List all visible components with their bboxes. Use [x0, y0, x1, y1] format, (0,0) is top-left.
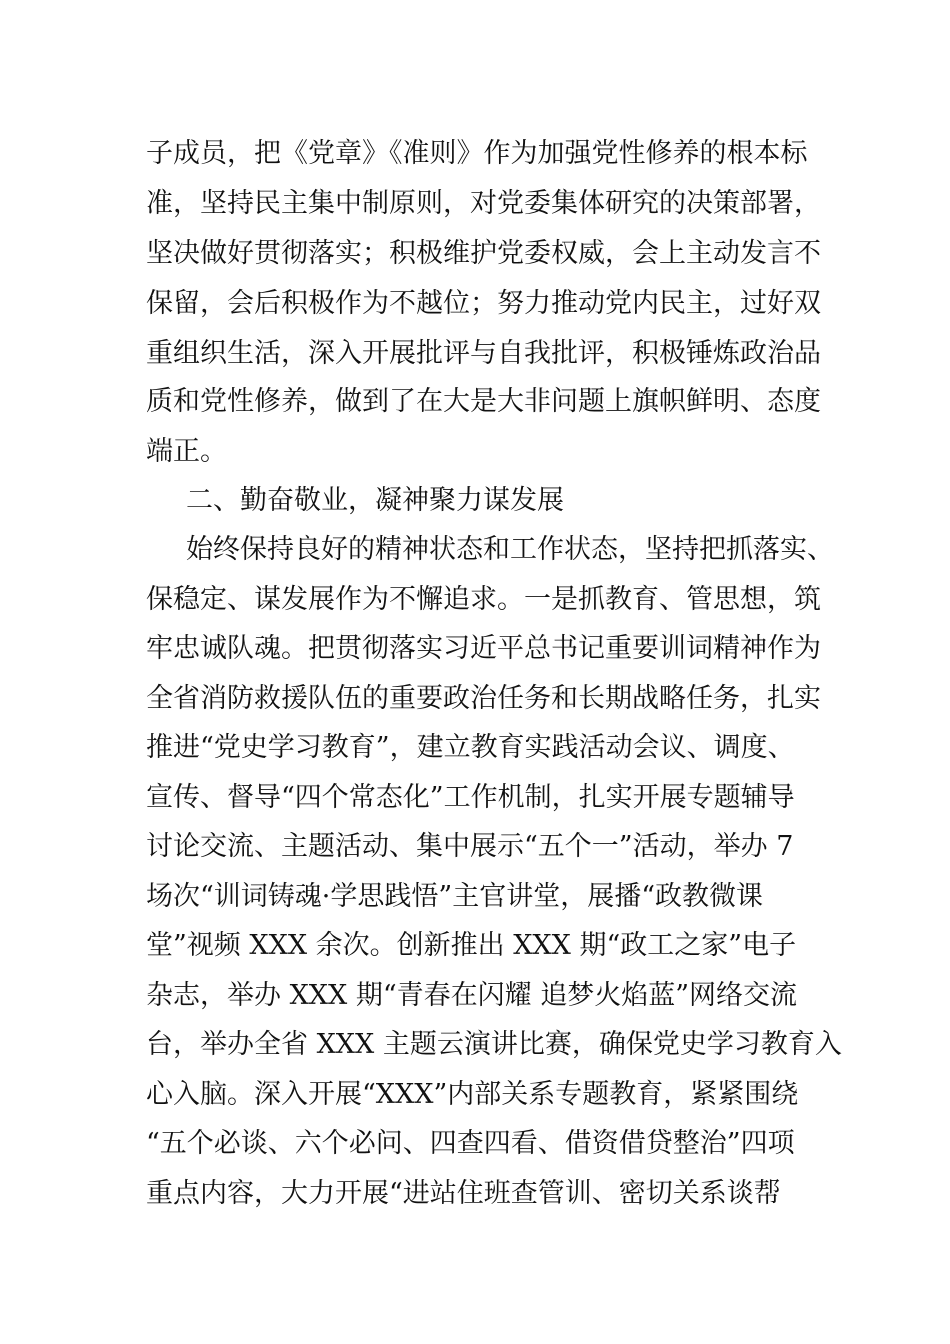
paragraph-line: 坚决做好贯彻落实；积极维护党委权威，会上主动发言不	[146, 238, 821, 269]
paragraph-line: 场次“训词铸魂·学思践悟”主官讲堂，展播“政教微课	[146, 881, 763, 912]
paragraph-line: 始终保持良好的精神状态和工作状态，坚持把抓落实、	[186, 534, 834, 565]
paragraph-line: 准，坚持民主集中制原则，对党委集体研究的决策部署，	[146, 188, 821, 219]
paragraph-line: 台，举办全省 XXX 主题云演讲比赛，确保党史学习教育入	[146, 1029, 842, 1060]
paragraph-line: “五个必谈、六个必问、四查四看、借资借贷整治”四项	[146, 1128, 795, 1159]
paragraph-line: 子成员，把《党章》《准则》作为加强党性修养的根本标	[146, 138, 808, 169]
paragraph-line: 质和党性修养，做到了在大是大非问题上旗帜鲜明、态度	[146, 386, 821, 417]
paragraph-line: 全省消防救援队伍的重要政治任务和长期战略任务，扎实	[146, 683, 821, 714]
paragraph-line: 宣传、督导“四个常态化”工作机制，扎实开展专题辅导	[146, 782, 795, 813]
paragraph-line: 端正。	[146, 436, 227, 467]
paragraph-line: 保留，会后积极作为不越位；努力推动党内民主，过好双	[146, 288, 821, 319]
paragraph-line: 重点内容，大力开展“进站住班查管训、密切关系谈帮	[146, 1178, 781, 1209]
paragraph-line: 牢忠诚队魂。把贯彻落实习近平总书记重要训词精神作为	[146, 633, 821, 664]
paragraph-line: 杂志，举办 XXX 期“青春在闪耀 追梦火焰蓝”网络交流	[146, 980, 798, 1011]
paragraph-line: 心入脑。深入开展“XXX”内部关系专题教育，紧紧围绕	[146, 1079, 799, 1110]
section-heading: 二、勤奋敬业，凝神聚力谋发展	[186, 485, 564, 516]
paragraph-line: 保稳定、谋发展作为不懈追求。一是抓教育、管思想，筑	[146, 584, 821, 615]
paragraph-line: 重组织生活，深入开展批评与自我批评，积极锤炼政治品	[146, 338, 821, 369]
paragraph-line: 推进“党史学习教育”，建立教育实践活动会议、调度、	[146, 732, 795, 763]
paragraph-line: 堂”视频 XXX 余次。创新推出 XXX 期“政工之家”电子	[146, 930, 797, 961]
paragraph-line: 讨论交流、主题活动、集中展示“五个一”活动，举办 7	[146, 831, 794, 862]
